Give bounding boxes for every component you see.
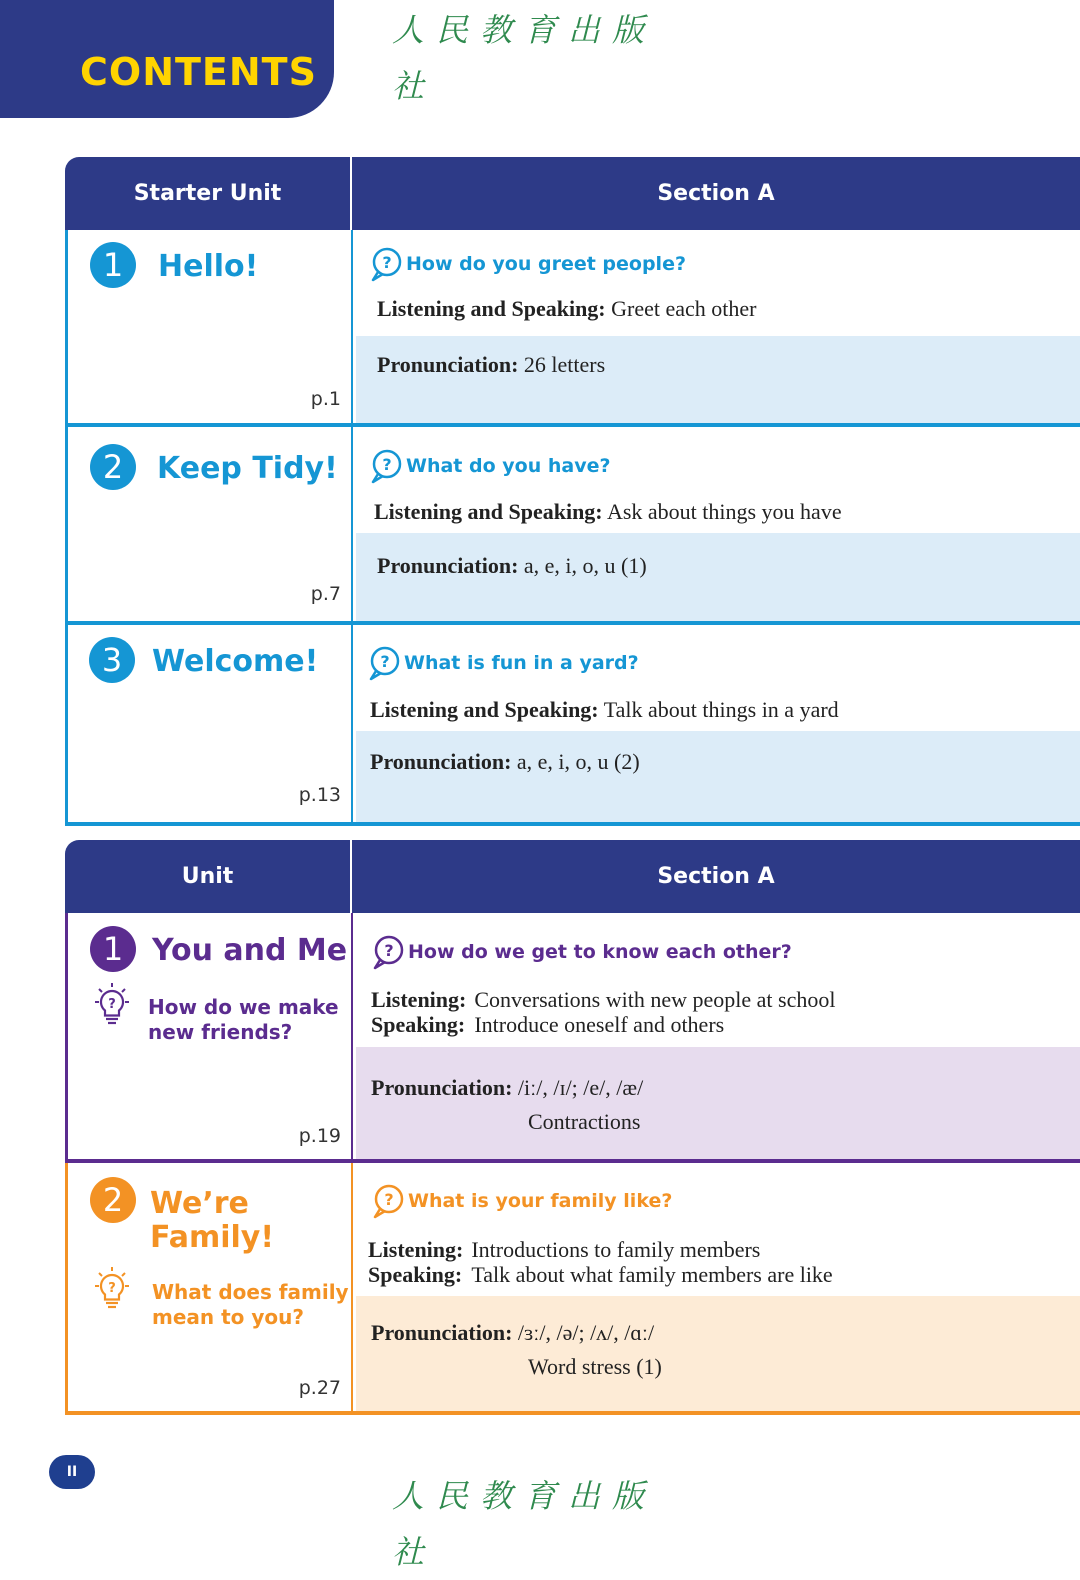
page-number: p.27 [298,1377,341,1399]
page-number: p.1 [310,388,341,410]
contents-tab [0,0,334,118]
lightbulb-question-icon [92,1267,132,1313]
starter-unit-header [65,157,1080,230]
header-unit: Unit [181,864,234,889]
question-bubble-icon [370,934,406,970]
listening-speaking-line: Listening and Speaking: Ask about things you have [374,499,842,524]
header-starter-unit: Starter Unit [133,181,282,206]
unit-title: Hello! [158,249,259,284]
svg-text:?: ? [108,997,116,1012]
listening-speaking-table [368,1237,841,1287]
listening-label: Listening: [368,1237,464,1262]
page-marker: II [49,1455,95,1489]
pronunciation-line: Pronunciation: a, e, i, o, u (1) [377,553,647,578]
question-bubble-icon [366,645,402,681]
big-question: How do we make new friends? [148,995,339,1044]
header-section-a: Section A [657,864,775,889]
pronunciation-sub: Contractions [528,1109,641,1134]
pronunciation-line: Pronunciation: /ɜː/, /ə/; /ʌ/, /ɑː/ [371,1320,655,1345]
pronunciation-line: Pronunciation: a, e, i, o, u (2) [370,749,640,774]
pronunciation-band [356,731,1080,822]
speaking-label: Speaking: [368,1262,463,1287]
unit-number-badge: 1 [90,242,136,288]
listening-text: Conversations with new people at school [474,987,836,1012]
section-question: How do we get to know each other? [408,941,792,963]
page-number: p.19 [298,1125,341,1147]
unit-row-1[interactable] [65,913,1080,1163]
svg-text:?: ? [382,253,392,272]
unit-title: Keep Tidy! [157,451,338,486]
unit-number-badge: 2 [90,444,136,490]
unit-title: You and Me [152,933,348,968]
svg-text:?: ? [384,1190,394,1209]
listening-speaking-table [371,987,843,1037]
speaking-text: Introduce oneself and others [474,1012,725,1037]
svg-text:?: ? [108,1281,116,1296]
listening-text: Introductions to family members [471,1237,761,1262]
listening-speaking-line: Listening and Speaking: Talk about things in a yard [370,697,839,722]
page-number: p.13 [298,784,341,806]
lightbulb-question-icon [92,983,132,1029]
unit-header [65,840,1080,913]
listening-speaking-line: Listening and Speaking: Greet each other [377,296,757,321]
section-question: What is fun in a yard? [404,652,639,674]
unit-row-2[interactable] [65,1163,1080,1415]
section-question: What do you have? [406,455,611,477]
publisher-name: 人民教育出版社 [392,1477,657,1571]
publisher-name: 人民教育出版社 [392,11,657,105]
unit-title: Welcome! [152,644,319,679]
page-number: p.7 [310,583,341,605]
pronunciation-band [356,1296,1080,1411]
publisher-seal-bottom [392,1468,692,1571]
listening-label: Listening: [371,987,467,1012]
header-section-a: Section A [657,181,775,206]
unit-number-badge: 3 [89,637,135,683]
pronunciation-sub: Word stress (1) [528,1354,662,1379]
pronunciation-band [356,1047,1080,1159]
pronunciation-band [356,336,1080,423]
pronunciation-band [356,533,1080,621]
svg-text:?: ? [380,652,390,671]
speaking-label: Speaking: [371,1012,466,1037]
speaking-text: Talk about what family members are like [471,1262,833,1287]
starter-unit-row-1[interactable] [65,230,1080,427]
unit-title: We’re Family! [150,1186,275,1255]
section-question: How do you greet people? [406,253,686,275]
starter-unit-row-2[interactable] [65,427,1080,625]
unit-number-badge: 2 [90,1177,136,1223]
contents-title: CONTENTS [80,50,317,94]
question-bubble-icon [370,1183,406,1219]
pronunciation-line: Pronunciation: /iː/, /ɪ/; /e/, /æ/ [371,1075,644,1100]
starter-unit-row-3[interactable] [65,625,1080,826]
svg-text:?: ? [384,941,394,960]
question-bubble-icon [368,246,404,282]
svg-text:?: ? [382,455,392,474]
publisher-seal-top [392,2,692,105]
big-question: What does family mean to you? [152,1280,349,1329]
unit-number-badge: 1 [90,926,136,972]
pronunciation-line: Pronunciation: 26 letters [377,352,606,377]
question-bubble-icon [368,448,404,484]
section-question: What is your family like? [408,1190,673,1212]
